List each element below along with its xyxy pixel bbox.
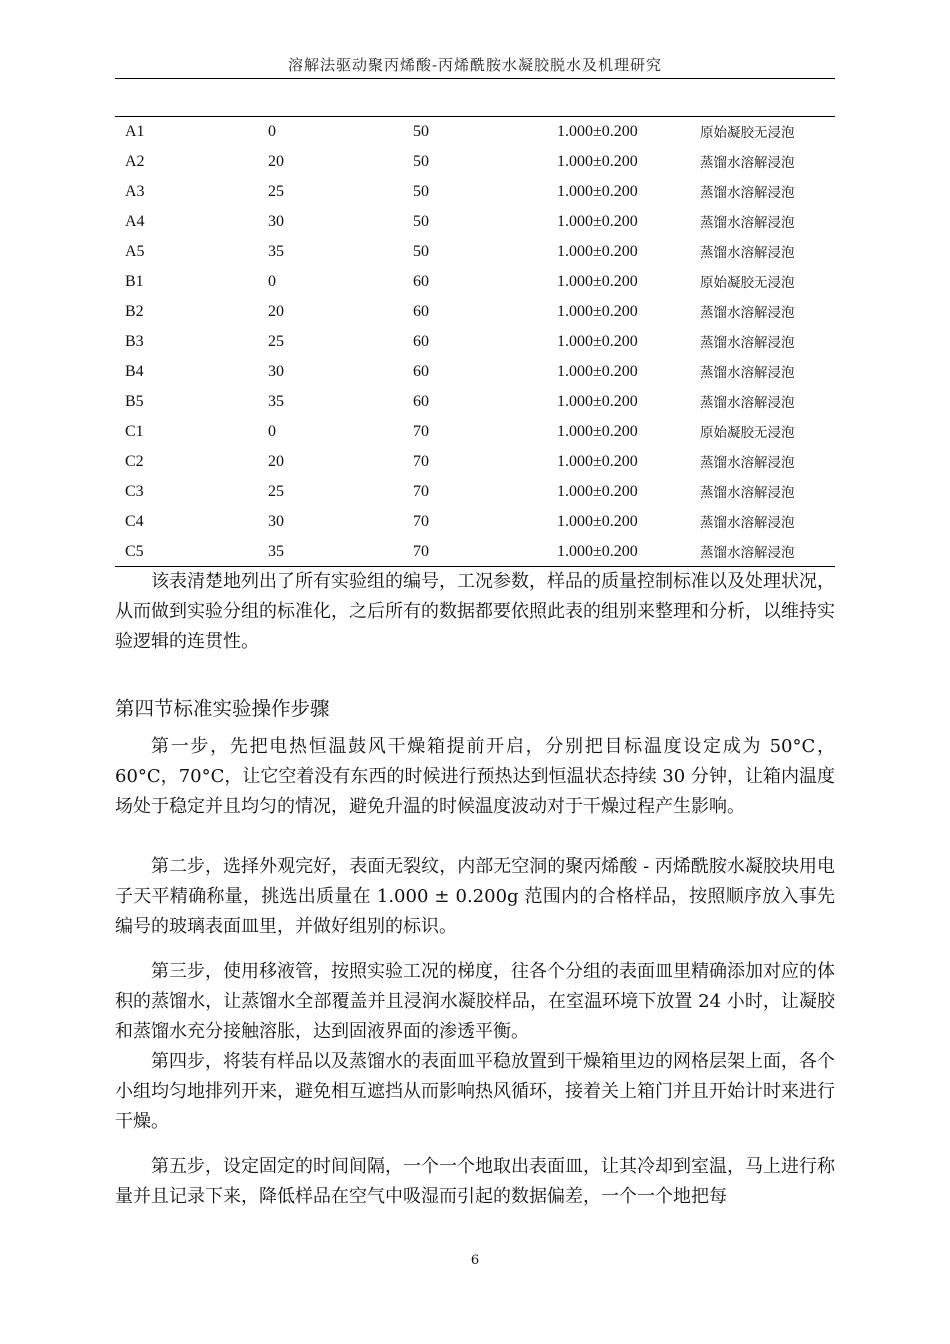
cell-group-id: B3 <box>125 333 144 350</box>
cell-note: 蒸馏水溶解浸泡 <box>700 395 795 411</box>
data-table <box>115 117 835 567</box>
cell-mass: 1.000±0.200 <box>557 303 638 320</box>
cell-mass: 1.000±0.200 <box>557 333 638 350</box>
table-row <box>115 297 835 327</box>
cell-mass: 1.000±0.200 <box>557 183 638 200</box>
cell-group-id: A4 <box>125 213 145 230</box>
cell-mass: 1.000±0.200 <box>557 363 638 380</box>
cell-mass: 1.000±0.200 <box>557 273 638 290</box>
cell-note: 蒸馏水溶解浸泡 <box>700 335 795 351</box>
cell-group-id: A1 <box>125 123 145 140</box>
cell-group-id: C2 <box>125 453 144 470</box>
cell-mass: 1.000±0.200 <box>557 453 638 470</box>
cell-temperature: 70 <box>413 483 429 500</box>
page-number: 6 <box>470 1253 480 1268</box>
cell-volume: 35 <box>268 543 284 560</box>
cell-group-id: C4 <box>125 513 144 530</box>
cell-note: 蒸馏水溶解浸泡 <box>700 305 795 321</box>
cell-group-id: A5 <box>125 243 145 260</box>
cell-note: 蒸馏水溶解浸泡 <box>700 545 795 561</box>
cell-temperature: 60 <box>413 303 429 320</box>
cell-mass: 1.000±0.200 <box>557 543 638 560</box>
header-rule <box>115 78 835 79</box>
cell-volume: 20 <box>268 303 284 320</box>
cell-note: 蒸馏水溶解浸泡 <box>700 485 795 501</box>
cell-note: 蒸馏水溶解浸泡 <box>700 455 795 471</box>
cell-temperature: 70 <box>413 543 429 560</box>
cell-volume: 0 <box>268 273 276 290</box>
cell-note: 蒸馏水溶解浸泡 <box>700 215 795 231</box>
cell-group-id: A2 <box>125 153 145 170</box>
table-row <box>115 507 835 537</box>
cell-volume: 35 <box>268 243 284 260</box>
cell-mass: 1.000±0.200 <box>557 213 638 230</box>
cell-volume: 25 <box>268 483 284 500</box>
cell-mass: 1.000±0.200 <box>557 153 638 170</box>
cell-group-id: C3 <box>125 483 144 500</box>
cell-temperature: 50 <box>413 213 429 230</box>
cell-temperature: 50 <box>413 243 429 260</box>
cell-temperature: 60 <box>413 273 429 290</box>
cell-note: 蒸馏水溶解浸泡 <box>700 155 795 171</box>
cell-volume: 25 <box>268 183 284 200</box>
cell-group-id: B2 <box>125 303 144 320</box>
cell-note: 蒸馏水溶解浸泡 <box>700 365 795 381</box>
cell-volume: 25 <box>268 333 284 350</box>
cell-volume: 30 <box>268 363 284 380</box>
cell-mass: 1.000±0.200 <box>557 423 638 440</box>
cell-temperature: 60 <box>413 393 429 410</box>
cell-note: 原始凝胶无浸泡 <box>700 275 795 291</box>
step3-paragraph: 第三步，使用移液管，按照实验工况的梯度，往各个分组的表面皿里精确添加对应的体积的蒸馏水，让蒸馏水全部覆盖并且浸润水凝胶样品，在室温环境下放置 24 小时，让凝胶和蒸馏水充分接触溶胀，达到固液界面的渗透平衡。 <box>115 961 835 1042</box>
cell-mass: 1.000±0.200 <box>557 123 638 140</box>
cell-mass: 1.000±0.200 <box>557 243 638 260</box>
table-row <box>115 267 835 297</box>
step2-paragraph: 第二步，选择外观完好，表面无裂纹，内部无空洞的聚丙烯酸 - 丙烯酰胺水凝胶块用电子天平精确称量，挑选出质量在 1.000 ± 0.200g 范围内的合格样品，按照顺序放入事先编号的玻璃表面皿里，并做好组别的标识。 <box>115 856 835 937</box>
cell-volume: 30 <box>268 213 284 230</box>
cell-volume: 0 <box>268 123 276 140</box>
cell-mass: 1.000±0.200 <box>557 393 638 410</box>
cell-volume: 20 <box>268 153 284 170</box>
cell-temperature: 70 <box>413 423 429 440</box>
cell-temperature: 70 <box>413 453 429 470</box>
cell-volume: 20 <box>268 453 284 470</box>
cell-group-id: A3 <box>125 183 145 200</box>
cell-volume: 30 <box>268 513 284 530</box>
table-row <box>115 417 835 447</box>
cell-group-id: C1 <box>125 423 144 440</box>
cell-group-id: C5 <box>125 543 144 560</box>
cell-note: 原始凝胶无浸泡 <box>700 425 795 441</box>
step5-paragraph: 第五步，设定固定的时间间隔，一个一个地取出表面皿，让其冷却到室温，马上进行称量并且记录下来，降低样品在空气中吸湿而引起的数据偏差，一个一个地把每 <box>115 1156 835 1207</box>
cell-note: 蒸馏水溶解浸泡 <box>700 185 795 201</box>
cell-note: 蒸馏水溶解浸泡 <box>700 245 795 261</box>
cell-note: 蒸馏水溶解浸泡 <box>700 515 795 531</box>
table-row <box>115 447 835 477</box>
cell-temperature: 50 <box>413 183 429 200</box>
table-row <box>115 477 835 507</box>
table-row <box>115 237 835 267</box>
section-heading: 第四节标准实验操作步骤 <box>115 697 330 720</box>
cell-temperature: 60 <box>413 363 429 380</box>
cell-mass: 1.000±0.200 <box>557 513 638 530</box>
cell-group-id: B4 <box>125 363 144 380</box>
table-row <box>115 147 835 177</box>
cell-temperature: 70 <box>413 513 429 530</box>
table-row <box>115 357 835 387</box>
table-summary-paragraph: 该表清楚地列出了所有实验组的编号，工况参数，样品的质量控制标准以及处理状况，从而做到实验分组的标准化，之后所有的数据都要依照此表的组别来整理和分析，以维持实验逻辑的连贯性。 <box>115 571 835 652</box>
step4-paragraph: 第四步，将装有样品以及蒸馏水的表面皿平稳放置到干燥箱里边的网格层架上面，各个小组均匀地排列开来，避免相互遮挡从而影响热风循环，接着关上箱门并且开始计时来进行干燥。 <box>115 1051 835 1132</box>
running-header: 溶解法驱动聚丙烯酸-丙烯酰胺水凝胶脱水及机理研究 <box>287 56 663 74</box>
step1-paragraph: 第一步，先把电热恒温鼓风干燥箱提前开启，分别把目标温度设定成为 50°C，60°C，70°C，让它空着没有东西的时候进行预热达到恒温状态持续 30 分钟，让箱内温度场处于稳定并且均匀的情况，避免升温的时候温度波动对于干燥过程产生影响。 <box>115 736 835 817</box>
cell-note: 原始凝胶无浸泡 <box>700 125 795 141</box>
table-row <box>115 537 835 567</box>
cell-group-id: B1 <box>125 273 144 290</box>
table-row <box>115 117 835 147</box>
cell-temperature: 50 <box>413 153 429 170</box>
cell-temperature: 50 <box>413 123 429 140</box>
table-row <box>115 387 835 417</box>
cell-mass: 1.000±0.200 <box>557 483 638 500</box>
cell-group-id: B5 <box>125 393 144 410</box>
table-row <box>115 327 835 357</box>
table-row <box>115 207 835 237</box>
cell-volume: 35 <box>268 393 284 410</box>
cell-volume: 0 <box>268 423 276 440</box>
cell-temperature: 60 <box>413 333 429 350</box>
table-row <box>115 177 835 207</box>
